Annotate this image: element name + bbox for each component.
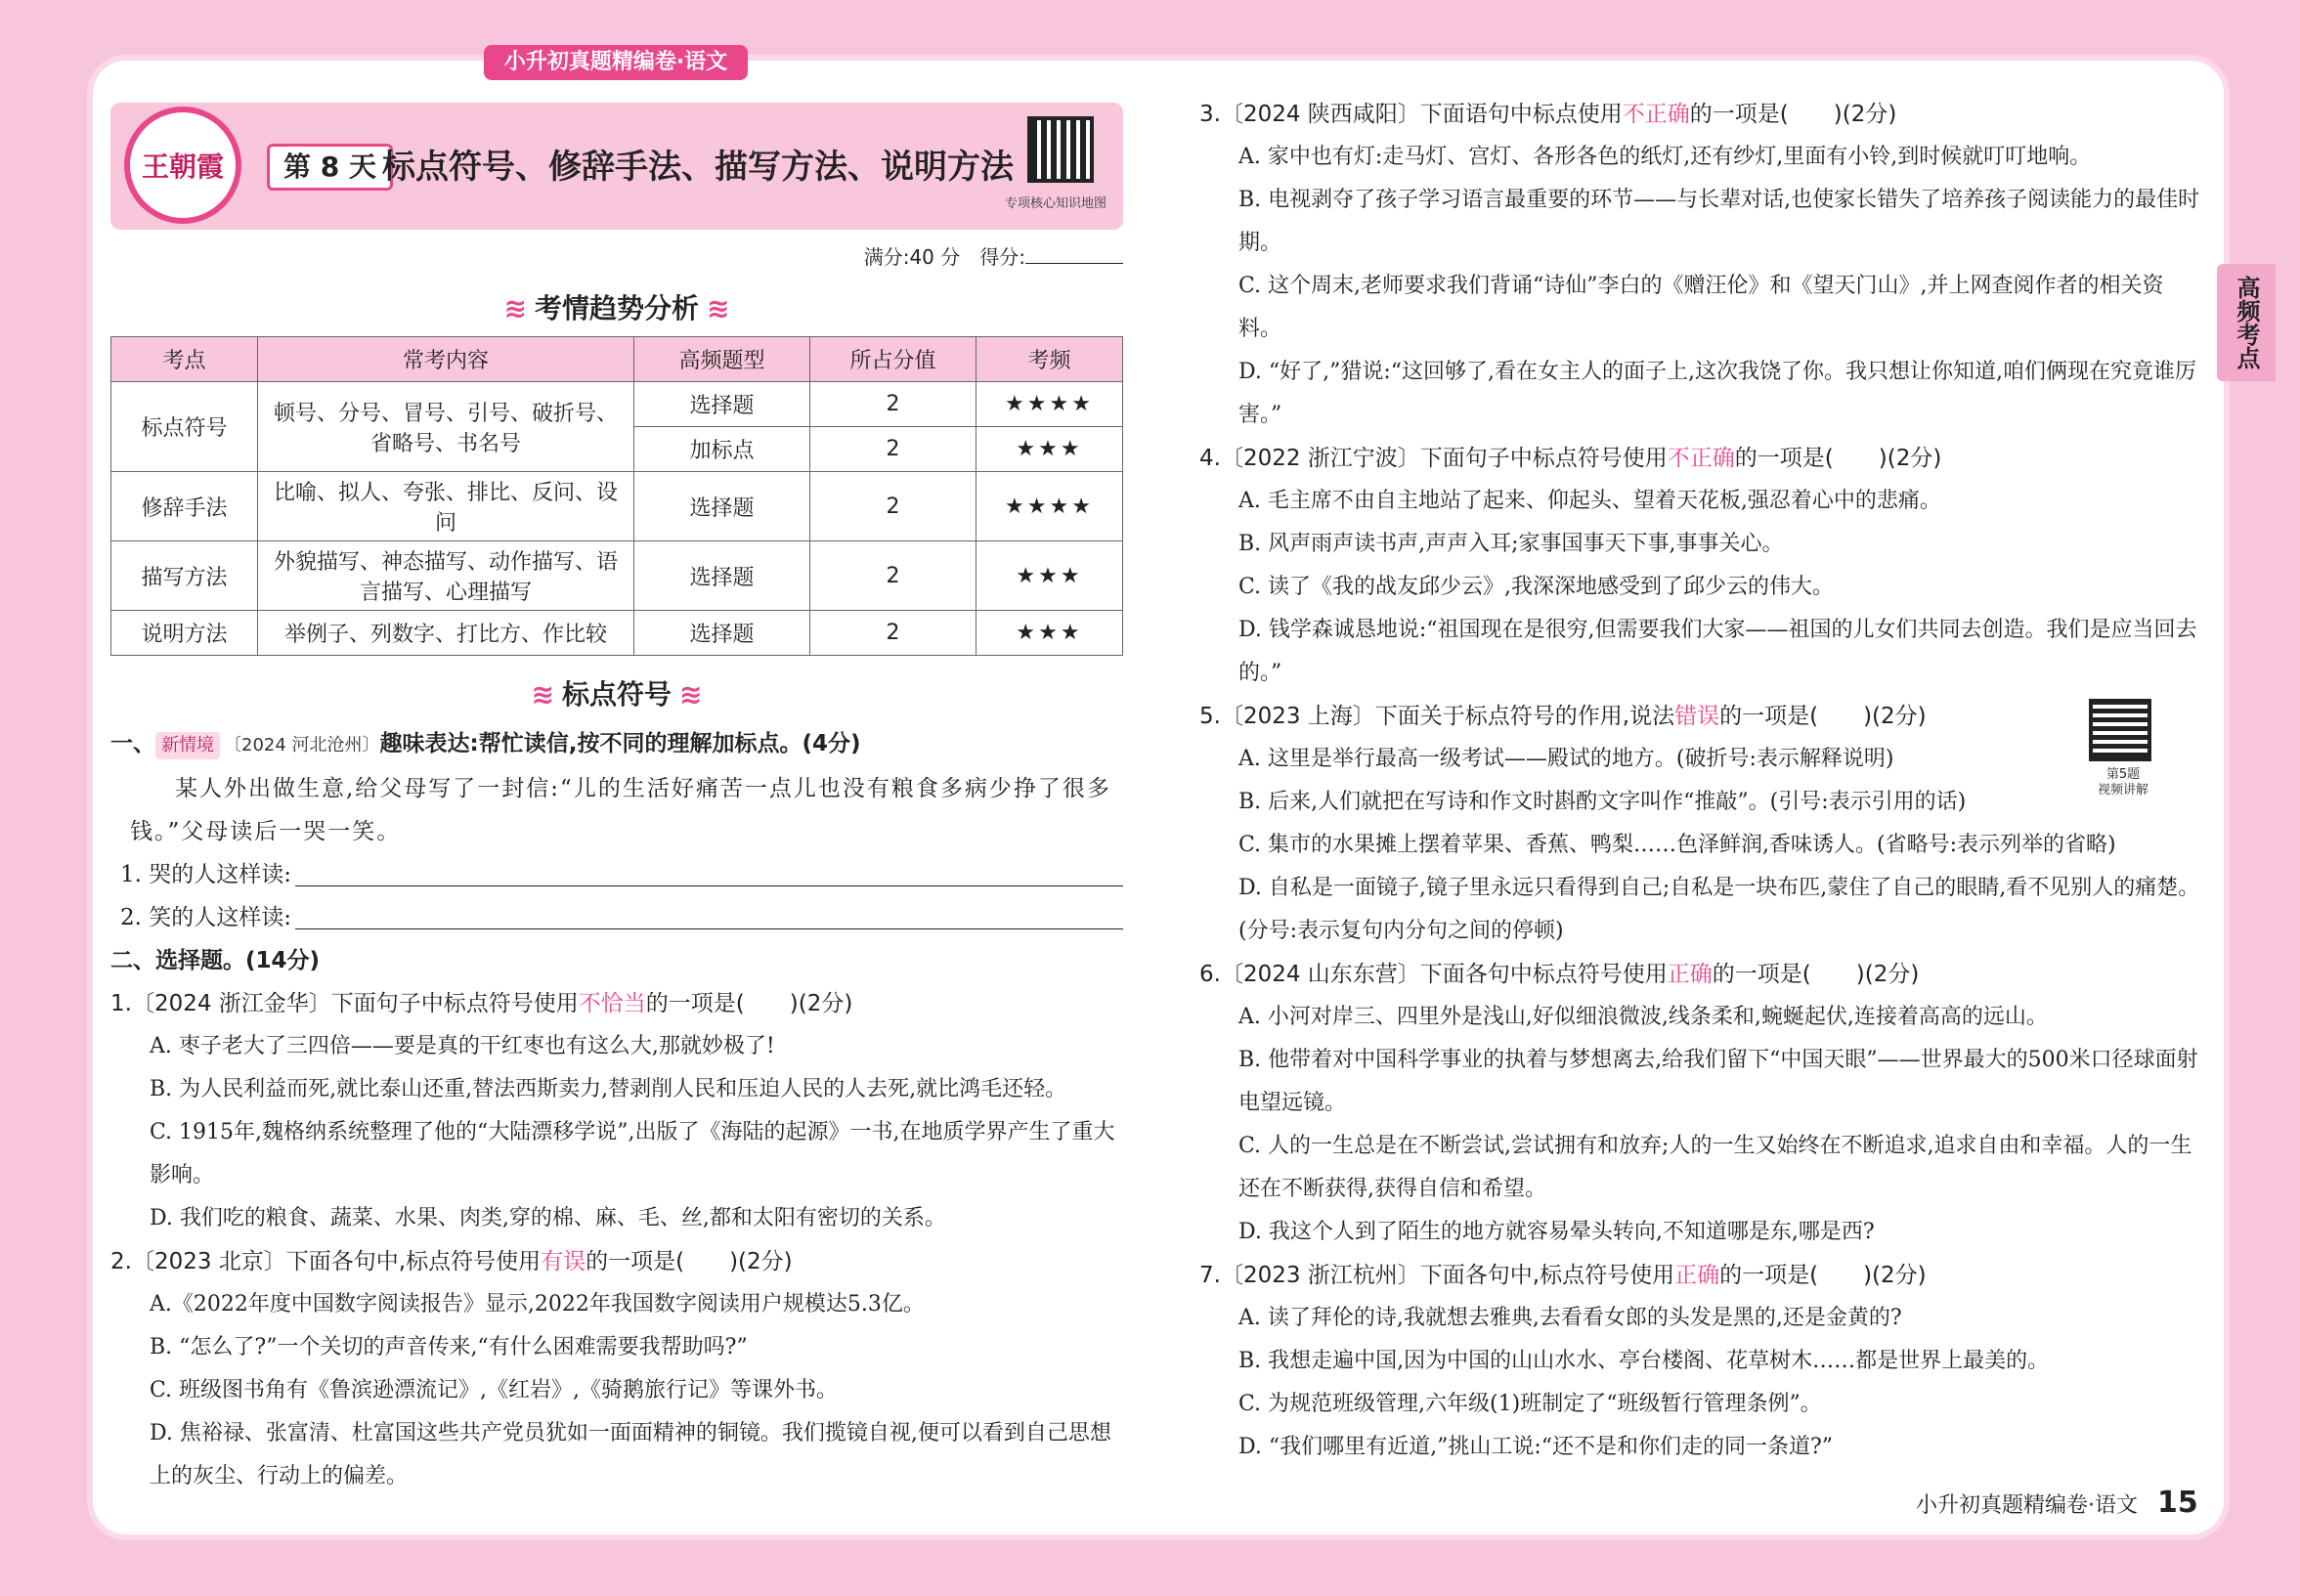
question-heading [110,982,1123,1025]
question-stem-end: 的一项是( )(2分) [645,991,853,1016]
question-two-heading [110,939,1123,982]
answer-option[interactable]: D. 我这个人到了陌生的地方就容易晕头转向,不知道哪是东,哪是西? [1238,1220,1875,1244]
table-cell: 2 [810,541,976,611]
header-banner [110,103,1123,230]
answer-option[interactable]: B. “怎么了?”一个关切的声音传来,“有什么困难需要我帮助吗?” [150,1335,748,1359]
video-qr-caption: 第5题 视频讲解 [2097,767,2148,798]
table-row [111,472,1123,541]
answer-option[interactable]: D. “好了,”猎说:“这回够了,看在女主人的面子上,这次我饶了你。我只想让你知道,咱们俩现在究竟谁厉害。” [1238,360,2196,427]
table-cell: 2 [810,382,976,427]
score-blank[interactable] [1025,263,1123,264]
answer-option[interactable]: C. 人的一生总是在不断尝试,尝试拥有和放弃;人的一生又始终在不断追求,追求自由和幸福。人的一生还在不断获得,获得自信和希望。 [1238,1134,2192,1201]
footer-text: 小升初真题精编卷·语文 [1916,1493,2138,1518]
table-cell: 选择题 [634,541,810,611]
table-header: 常考内容 [258,337,634,382]
table-header: 考点 [111,337,258,382]
question-keyword: 正确 [1674,1263,1720,1288]
table-cell: ★★★★ [976,472,1123,541]
question-stem: 2.〔2023 北京〕下面各句中,标点符号使用 [110,1249,542,1274]
trend-section-title [110,287,1123,326]
page-number: 15 [2157,1486,2198,1520]
table-row [111,541,1123,611]
answer-option[interactable]: C. 1915年,魏格纳系统整理了他的“大陆漂移学说”,出版了《海陆的起源》一书,在地质学界产生了重大影响。 [150,1120,1115,1187]
question-keyword: 正确 [1667,962,1713,987]
question-keyword: 有误 [541,1249,586,1274]
question-one-heading [110,722,1123,767]
question-stem: 7.〔2023 浙江杭州〕下面各句中,标点符号使用 [1199,1263,1675,1288]
wave-icon: ≋ [679,678,703,711]
table-cell: 顿号、分号、冒号、引号、破折号、省略号、书名号 [258,382,634,472]
answer-option[interactable]: B. 电视剥夺了孩子学习语言最重要的环节——与长辈对话,也使家长错失了培养孩子阅读能力的最佳时期。 [1238,188,2200,255]
answer-option[interactable]: A.《2022年度中国数字阅读报告》显示,2022年我国数字阅读用户规模达5.3亿。 [150,1292,925,1316]
answer-option[interactable]: B. 风声雨声读书声,声声入耳;家事国事天下事,事事关心。 [1238,532,1784,556]
wave-icon: ≋ [531,678,554,711]
answer-option[interactable]: B. 他带着对中国科学事业的执着与梦想离去,给我们留下“中国天眼”——世界最大的500米口径球面射电望远镜。 [1238,1048,2198,1115]
table-header: 高频题型 [634,337,810,382]
answer-option[interactable]: A. 小河对岸三、四里外是浅山,好似细浪微波,线条柔和,蜿蜒起伏,连接着高高的远山。 [1238,1005,2048,1029]
question-keyword: 错误 [1674,704,1720,729]
table-cell: 标点符号 [111,382,258,472]
question-stem: 5.〔2023 上海〕下面关于标点符号的作用,说法 [1199,704,1675,729]
answer-option[interactable]: C. 这个周末,老师要求我们背诵“诗仙”李白的《赠汪伦》和《望天门山》,并上网查阅作者的相关资料。 [1238,274,2164,341]
table-cell: ★★★★ [976,382,1123,427]
answer-blank[interactable] [295,896,1123,929]
punctuation-section-title [110,673,1123,712]
table-cell: 选择题 [634,611,810,656]
answer-option[interactable]: C. 集市的水果摊上摆着苹果、香蕉、鸭梨……色泽鲜润,香味诱人。(省略号:表示列举的省略) [1238,833,2116,857]
answer-option[interactable]: A. 家中也有灯:走马灯、宫灯、各形各色的纸灯,还有纱灯,里面有小铃,到时候就叮叮地响。 [1238,145,2092,169]
answer-option[interactable]: A. 毛主席不由自主地站了起来、仰起头、望着天花板,强忍着心中的悲痛。 [1238,489,1941,513]
table-cell: 加标点 [634,427,810,472]
answer-option[interactable]: C. 为规范班级管理,六年级(1)班制定了“班级暂行管理条例”。 [1238,1392,1822,1416]
question-stem-end: 的一项是( )(2分) [1719,704,1927,729]
table-row [111,382,1123,427]
question-heading [1199,437,2204,480]
trend-title-text: 考情趋势分析 [534,292,699,324]
question-heading [110,1240,1123,1283]
answer-label: 1. 哭的人这样读: [120,862,292,887]
answer-option[interactable]: C. 班级图书角有《鲁滨逊漂流记》,《红岩》,《骑鹅旅行记》等课外书。 [150,1378,839,1402]
letter-passage: 某人外出做生意,给父母写了一封信:“儿的生活好痛苦一点儿也没有粮食多病少挣了很多钱。”父母读后一哭一笑。 [130,776,1111,844]
table-cell: 说明方法 [111,611,258,656]
qr-caption: 专项核心知识地图 [1005,196,1107,211]
right-column [1199,93,2204,1469]
answer-option[interactable]: B. 为人民利益而死,就比泰山还重,替法西斯卖力,替剥削人民和压迫人民的人去死,就比鸿毛还轻。 [150,1077,1067,1101]
question-stem-end: 的一项是( )(2分) [1712,962,1920,987]
trend-table [110,336,1123,656]
question-stem: 3.〔2024 陕西咸阳〕下面语句中标点使用 [1199,102,1623,127]
score-text: 满分:40 分 得分: [863,245,1025,269]
answer-option[interactable]: D. 焦裕禄、张富清、杜富国这些共产党员犹如一面面精神的铜镜。我们揽镜自视,便可以看到自己思想上的灰尘、行动上的偏差。 [150,1421,1111,1488]
left-column [110,103,1123,1498]
score-line [110,241,1123,270]
video-qr-icon[interactable] [2089,699,2151,761]
answer-option[interactable]: B. 后来,人们就把在写诗和作文时斟酌文字叫作“推敲”。(引号:表示引用的话) [1238,790,1967,814]
table-cell: 举例子、列数字、打比方、作比较 [258,611,634,656]
side-tab: 高频考点 [2217,264,2276,381]
question-text: 二、选择题。(14分) [110,948,321,973]
answer-option[interactable]: D. 自私是一面镜子,镜子里永远只看得到自己;自私是一块布匹,蒙住了自己的眼睛,看不见别人的痛楚。(分号:表示复句内分句之间的停顿) [1238,876,2200,943]
question-stem-end: 的一项是( )(2分) [586,1249,793,1274]
question-keyword: 不正确 [1667,446,1735,471]
right-question-list [1199,93,2204,1469]
logo: 王朝霞 [124,107,241,224]
answer-option[interactable]: A. 读了拜伦的诗,我就想去雅典,去看看女郎的头发是黑的,还是金黄的? [1238,1306,1902,1330]
table-cell: ★★★ [976,541,1123,611]
table-header: 考频 [976,337,1123,382]
question-stem-end: 的一项是( )(2分) [1689,102,1897,127]
page-title: 标点符号、修辞手法、描写方法、说明方法 [382,148,1014,187]
table-cell: 修辞手法 [111,472,258,541]
answer-line-1 [110,853,1123,896]
left-question-list [110,982,1123,1498]
question-heading [1199,695,2204,738]
qr-code-icon[interactable] [1027,116,1094,183]
question-stem-end: 的一项是( )(2分) [1734,446,1942,471]
new-context-tag: 新情境 [155,732,220,759]
table-cell: 2 [810,427,976,472]
table-cell: ★★★ [976,611,1123,656]
question-text: 趣味表达:帮忙读信,按不同的理解加标点。(4分) [379,731,861,756]
question-stem: 1.〔2024 浙江金华〕下面句子中标点符号使用 [110,991,579,1016]
question-keyword: 不正确 [1622,102,1690,127]
table-cell: 描写方法 [111,541,258,611]
question-stem: 6.〔2024 山东东营〕下面各句中标点符号使用 [1199,962,1668,987]
table-cell: 2 [810,611,976,656]
footer [1916,1486,2198,1520]
answer-option[interactable]: C. 读了《我的战友邱少云》,我深深地感受到了邱少云的伟大。 [1238,575,1835,599]
table-cell: ★★★ [976,427,1123,472]
question-heading [1199,93,2204,136]
book-title-tab: 小升初真题精编卷·语文 [484,45,748,80]
question-number: 一、 [110,731,155,756]
question-stem: 4.〔2022 浙江宁波〕下面句子中标点符号使用 [1199,446,1668,471]
answer-label: 2. 笑的人这样读: [120,905,292,930]
answer-option[interactable]: D. 我们吃的粮食、蔬菜、水果、肉类,穿的棉、麻、毛、丝,都和太阳有密切的关系。 [150,1206,946,1230]
answer-option[interactable]: A. 枣子老大了三四倍——要是真的干红枣也有这么大,那就妙极了! [150,1034,775,1058]
wave-icon: ≋ [503,292,527,324]
answer-line-2 [110,896,1123,939]
question-stem-end: 的一项是( )(2分) [1719,1263,1927,1288]
table-cell: 外貌描写、神态描写、动作描写、语言描写、心理描写 [258,541,634,611]
table-row [111,611,1123,656]
question-keyword: 不恰当 [578,991,646,1016]
section-title-text: 标点符号 [561,678,672,711]
question-source: 〔2024 河北沧州〕 [224,735,380,755]
answer-option[interactable]: D. “我们哪里有近道,”挑山工说:“还不是和你们走的同一条道?” [1238,1435,1834,1459]
answer-blank[interactable] [295,853,1123,886]
table-header-row [111,337,1123,382]
day-badge: 第 8 天 [267,144,393,191]
table-cell: 选择题 [634,382,810,427]
answer-option[interactable]: B. 我想走遍中国,因为中国的山山水水、亭台楼阁、花草树木……都是世界上最美的。 [1238,1349,2050,1373]
answer-option[interactable]: A. 这里是举行最高一级考试——殿试的地方。(破折号:表示解释说明) [1238,747,1894,771]
table-cell: 选择题 [634,472,810,541]
table-cell: 比喻、拟人、夸张、排比、反问、设问 [258,472,634,541]
question-heading [1199,953,2204,996]
question-heading [1199,1254,2204,1297]
table-cell: 2 [810,472,976,541]
wave-icon: ≋ [707,292,730,324]
table-header: 所占分值 [810,337,976,382]
answer-option[interactable]: D. 钱学森诚恳地说:“祖国现在是很穷,但需要我们大家——祖国的儿女们共同去创造。我们是应当回去的。” [1238,618,2197,685]
